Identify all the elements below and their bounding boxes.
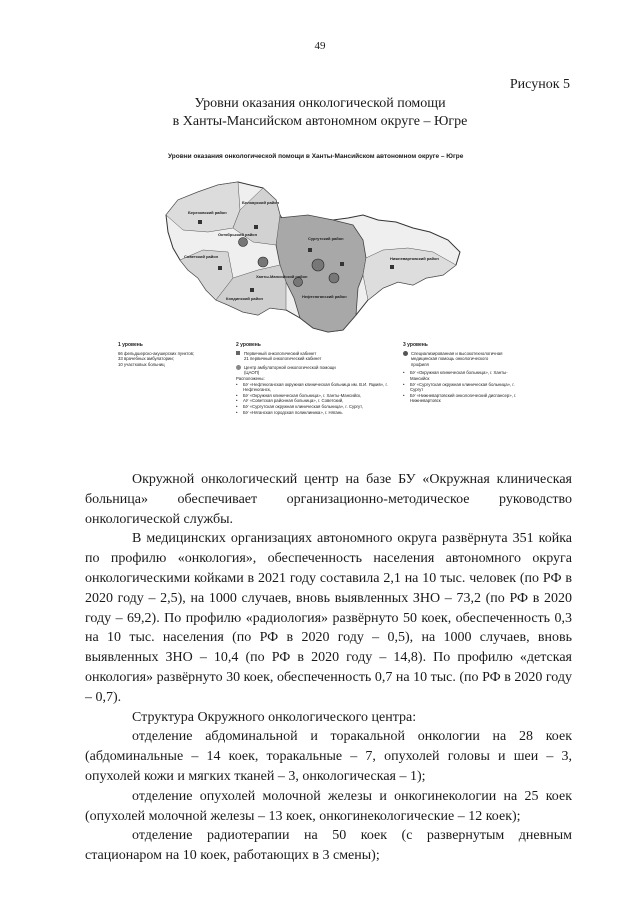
paragraph: В медицинских организациях автономного округа развёрнута 351 койка по профилю «онкология», обеспеченность населения автономного округа онкологическими койками в 2021 году составила 2,1 на 10 тыс. человек (по РФ в 2020 году – 2,5), на 1000 случаев, вновь выявленных ЗНО – 73,2 (по РФ в 2020 году – 69,2). По профилю «радиология» развёрнуто 50 коек, обеспеченность 0,3 на 10 тыс. населения (по РФ в 2020 году – 0,5), на 1000 случаев, вновь выявленных ЗНО – 10,4 (по РФ в 2020 году – 14,8). По профилю «детская онкология» развёрнуто 30 коек, обеспеченность 0,7 на 10 тыс. (по РФ в 2020 году – 0,7).: [85, 531, 572, 705]
legend-level-3-bullet: • БУ «Нижневартовский онкологический диспансер», г. Нижневартовск: [403, 393, 523, 404]
map-label-kondinsky: Кондинский район: [226, 296, 263, 301]
paragraph: отделение абдоминальной и торакальной онкологии на 28 коек (абдоминальные – 14 коек, торакальные – 7, опухолей головы и шеи – 3, опухолей кожи и мягких тканей – 3, онкологическая – 1);: [85, 729, 572, 784]
legend-level-3-title: 3 уровень: [403, 342, 428, 348]
legend-level-2-bullet: • БУ «Окружная клиническая больница», г. Ханты-Мансийск,: [236, 393, 396, 399]
legend-level-2-square-line: Первичный онкологический кабинет: [244, 350, 317, 356]
map-label-berezovsky: Березовский район: [188, 210, 227, 215]
map-label-sovetsky: Советский район: [184, 254, 219, 259]
square-marker-icon: [236, 351, 240, 355]
document-body: [85, 470, 572, 866]
legend-level-2-circle: [236, 365, 396, 376]
legend-level-3: [403, 343, 523, 404]
figure-title: [0, 95, 640, 131]
legend-level-2-placed: Расположены:: [236, 375, 265, 381]
legend-level-2-bullet: • БУ «Няганская городская поликлиника», г. Нягань: [236, 410, 396, 416]
paragraph: отделение опухолей молочной железы и онкогинекологии на 25 коек (опухолей молочной железы – 13 коек, онкогинекологические – 12 коек);: [85, 788, 572, 824]
paragraph: Структура Окружного онкологического центра:: [132, 709, 417, 725]
circle-marker-icon: [236, 365, 241, 370]
map-label-beloyarsky: Белоярский район: [242, 200, 279, 205]
legend-level-1: [118, 343, 233, 367]
legend-level-3-bullet: • БУ «Сургутская окружная клиническая больница», г. Сургут: [403, 382, 523, 393]
legend-level-2-title: 2 уровень: [236, 342, 261, 348]
legend-level-3-line: медицинская помощь онкологического: [411, 356, 489, 362]
legend-level-2-square: [236, 351, 396, 362]
figure-image-heading: Уровни оказания онкологической помощи в Ханты-Мансийском автономном округе – Югре: [168, 153, 464, 160]
figure-label: Рисунок 5: [509, 77, 570, 92]
legend-level-1-item: 33 врачебных амбулатории;: [118, 356, 174, 362]
page-number: 49: [314, 40, 326, 52]
legend-level-2-bullet: • БУ «Нефтеюганская окружная клиническая больница им. В.И. Яцкив», г. Нефтеюганск,: [236, 382, 396, 393]
legend-level-1-title: 1 уровень: [118, 342, 143, 348]
legend-level-2-square-line: 21 первичный онкологический кабинет: [244, 356, 322, 362]
legend-level-3-bullet: • БУ «Окружная клиническая больница», г. Ханты-Мансийск: [403, 370, 523, 381]
legend-level-2: [236, 343, 396, 415]
legend-level-2-bullet: • БУ «Сургутская окружная клиническая больница», г. Сургут,: [236, 404, 396, 410]
map-label-surgutsky: Сургутский район: [308, 236, 344, 241]
figure-image: [118, 150, 523, 450]
legend-level-2-circle-line: (ЦАОП): [244, 370, 260, 376]
map-label-oktyabrsky: Октябрьский район: [218, 232, 258, 237]
paragraph: Окружной онкологический центр на базе БУ «Окружная клиническая больница» обеспечивает организационно-методическое руководство онкологической службы.: [85, 472, 572, 527]
circle-marker-icon: [403, 351, 408, 356]
figure-title-line-1: Уровни оказания онкологической помощи: [194, 96, 446, 111]
map-label-nizhnevartovsky: Нижневартовский район: [390, 256, 439, 261]
map-legend: [118, 343, 523, 448]
paragraph: отделение радиотерапии на 50 коек (с развернутым дневным стационаром на 10 коек, работающих в 3 смены);: [85, 828, 572, 864]
legend-level-1-item: 66 фельдшерско-акушерских пунктов;: [118, 350, 195, 356]
figure-title-line-2: в Ханты-Мансийском автономном округе – Югре: [172, 114, 468, 129]
map-label-nefteyugansky: Нефтеюганский район: [302, 294, 347, 299]
district-map: [158, 170, 468, 335]
legend-level-3-line: профиля: [411, 361, 429, 367]
legend-level-3-line: Специализированная и высокотехнологичная: [411, 350, 503, 356]
map-label-khanty: Ханты-Мансийский район: [256, 274, 308, 279]
legend-level-2-circle-line: Центр амбулаторной онкологической помощи: [244, 364, 336, 370]
legend-level-1-item: 10 участковых больниц: [118, 361, 165, 367]
legend-level-3-marker: [403, 351, 523, 368]
legend-level-2-bullet: • АУ «Советская районная больница», г. Советский,: [236, 398, 396, 404]
